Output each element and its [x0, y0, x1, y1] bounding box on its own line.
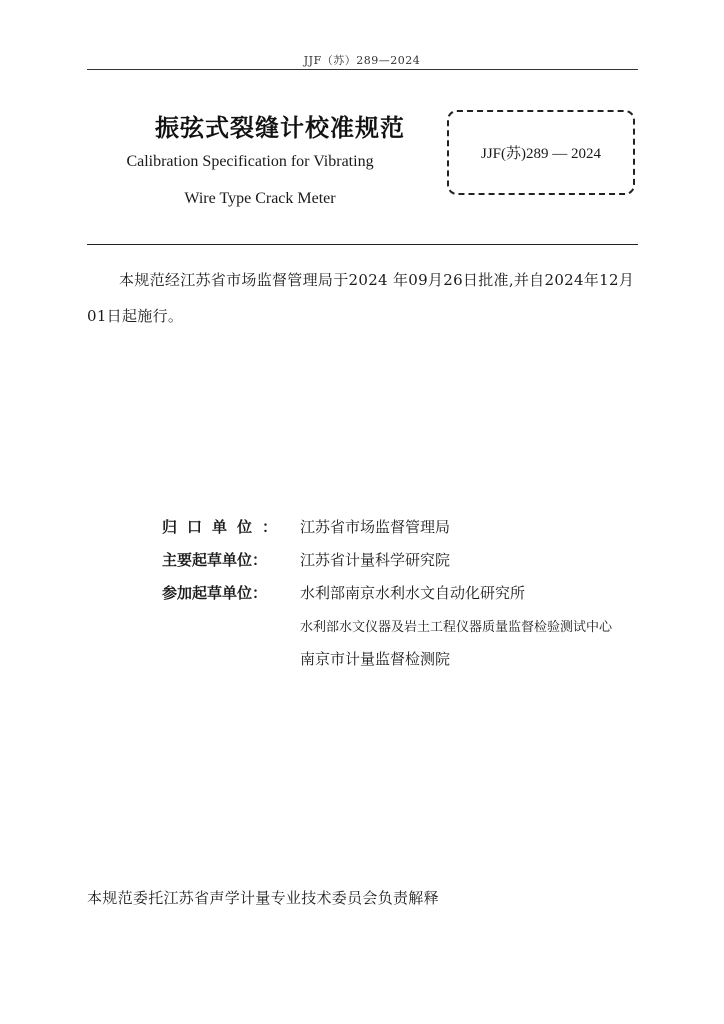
- interpretation-note: 本规范委托江苏省声学计量专业技术委员会负责解释: [87, 889, 439, 907]
- participating-drafter-row: [162, 609, 642, 642]
- title-english-line2: Wire Type Crack Meter: [184, 190, 336, 207]
- main-drafter-label: 主要起草单位：: [162, 551, 268, 569]
- main-drafter-value: 江苏省计量科学研究院: [300, 551, 451, 569]
- participating-drafter-value: 水利部水文仪器及岩土工程仪器质量监督检验测试中心: [300, 620, 613, 635]
- participating-drafter-label: 参加起草单位：: [162, 584, 268, 602]
- title-divider: [87, 244, 638, 245]
- participating-drafter-row: [162, 576, 642, 609]
- responsible-unit-row: [162, 510, 642, 543]
- header-rule: [87, 69, 638, 70]
- drafter-block: [162, 510, 642, 675]
- participating-drafter-value: 水利部南京水利水文自动化研究所: [300, 584, 526, 602]
- responsible-unit-label: 归口单位：: [162, 518, 288, 536]
- spec-code: JJF(苏)289 — 2024: [480, 146, 601, 162]
- title-english-line1: Calibration Specification for Vibrating: [126, 153, 374, 170]
- spec-code-box: [447, 110, 635, 195]
- participating-drafter-row: [162, 642, 642, 675]
- title-chinese: 振弦式裂缝计校准规范: [155, 114, 405, 142]
- approval-statement: 本规范经江苏省市场监督管理局于2024 年09月26日批准,并自2024年12月01日起施行。: [87, 271, 635, 325]
- responsible-unit-value: 江苏省市场监督管理局: [300, 518, 451, 536]
- participating-drafter-value: 南京市计量监督检测院: [300, 650, 451, 668]
- running-header: JJF（苏）289—2024: [303, 54, 421, 67]
- main-drafter-row: [162, 543, 642, 576]
